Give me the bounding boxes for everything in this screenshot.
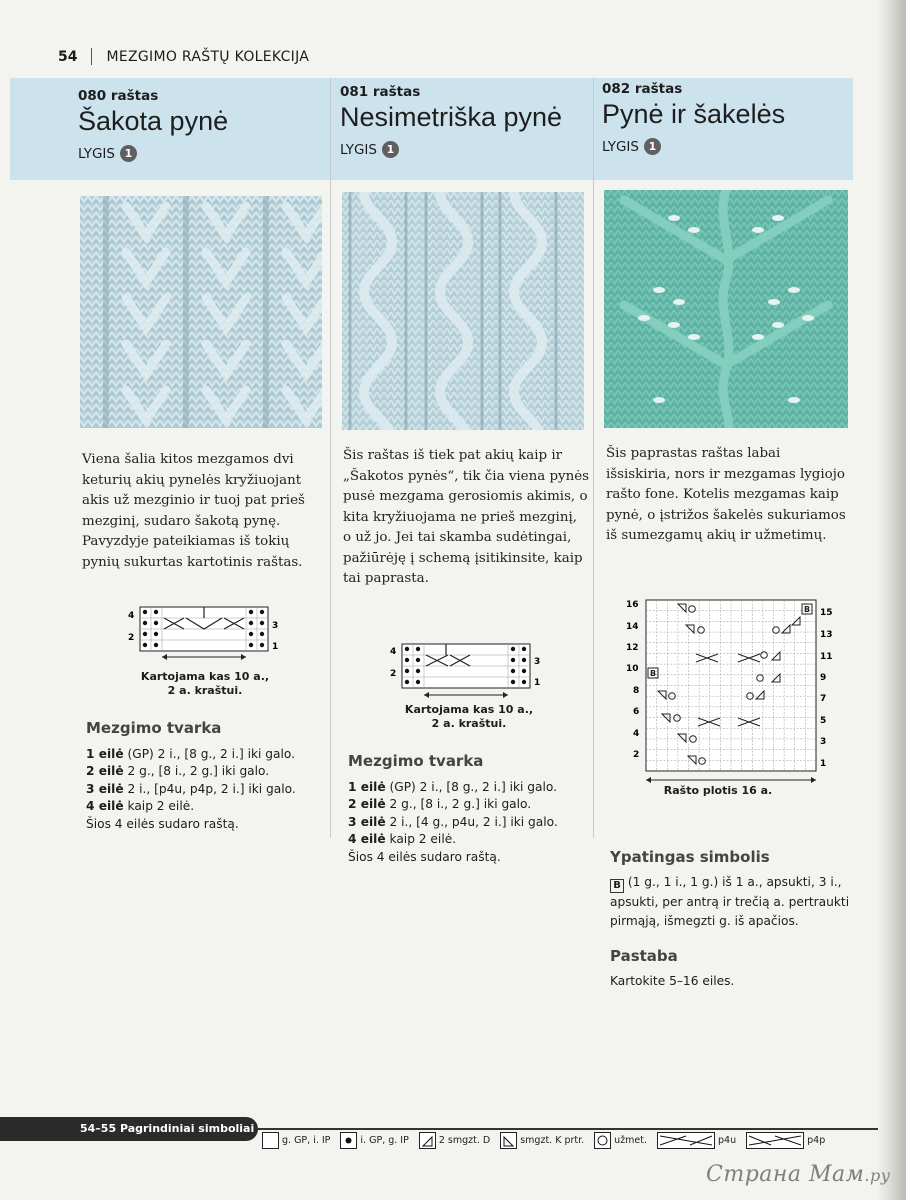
legend-item: užmet.: [594, 1132, 647, 1149]
chart-row-label: 2: [128, 633, 135, 643]
instruction-row: 3 eilė 2 i., [p4u, p4p, 2 i.] iki galo.: [86, 781, 296, 796]
level-badge: 1: [382, 141, 399, 158]
pattern-description: Šis raštas iš tiek pat akių kaip ir „Šakotos pynės“, tik čia viena pynės pusė mezgama gerosiomis akimis, o kita kryžiuojama ne prieš mezginį, o už jo. Jei tai skamba sudėtingai, pažiūrėję į schemą įsitikinsite, kaip tai paprasta.: [343, 448, 590, 586]
note-heading: Pastaba: [610, 947, 678, 965]
chart-row-label: 6: [633, 707, 640, 717]
left-decrease-icon: [500, 1132, 517, 1149]
legend-item: smgzt. K prtr.: [500, 1132, 584, 1149]
instruction-row: 3 eilė 2 i., [4 g., p4u, 2 i.] iki galo.: [348, 814, 558, 829]
legend-item: i. GP, g. IP: [340, 1132, 408, 1149]
swatch-photo-081-graphic: [342, 192, 584, 430]
level-badge: 1: [644, 138, 661, 155]
symbol-legend: [262, 1132, 835, 1149]
instruction-row: 1 eilė (GP) 2 i., [8 g., 2 i.] iki galo.: [348, 779, 557, 794]
cable-back-icon: [746, 1132, 804, 1149]
knitting-instructions-080: [86, 720, 316, 833]
pattern-description: Viena šalia kitos mezgamos dvi keturių akių pynelės kryžiuojant akis už mezginio ir tuoj pat prieš mezginį, sudaro šakotą pynę. Pavyzdyje pateikiamas iš tokių pynių sukurtas kartotinis raštas.: [82, 452, 305, 570]
chart-caption: Kartojama kas 10 a., 2 a. kraštui.: [140, 670, 270, 697]
yarn-over-icon: [594, 1132, 611, 1149]
instruction-note: Šios 4 eilės sudaro raštą.: [86, 816, 239, 831]
chart-row-label: 5: [820, 716, 827, 726]
chart-row-label: 1: [820, 759, 827, 769]
running-title: MEZGIMO RAŠTŲ KOLEKCIJA: [106, 48, 310, 65]
footer-tab: 54–55 Pagrindiniai simboliai: [0, 1117, 258, 1141]
level-label: LYGIS: [340, 141, 377, 158]
chart-row-label: 3: [272, 621, 279, 631]
chart-caption: Rašto plotis 16 a.: [663, 784, 773, 797]
chart-row-label: 1: [272, 642, 279, 652]
chart-caption: Kartojama kas 10 a., 2 a. kraštui.: [404, 703, 534, 730]
instruction-row: 2 eilė 2 g., [8 i., 2 g.] iki galo.: [86, 764, 270, 778]
instruction-row: 4 eilė kaip 2 eilė.: [348, 832, 457, 846]
pattern-title: Šakota pynė: [78, 106, 229, 136]
footer-rule: [258, 1128, 878, 1130]
chart-row-label: 4: [390, 647, 397, 657]
chart-row-label: 2: [390, 669, 397, 679]
chart-row-label: 11: [820, 652, 833, 662]
pattern-082-heading: [602, 81, 785, 155]
book-spine-shadow: [876, 0, 906, 1200]
cable-front-icon: [657, 1132, 715, 1149]
instructions-heading: Mezgimo tvarka: [348, 752, 484, 770]
pattern-title: Pynė ir šakelės: [602, 99, 786, 129]
instruction-note: Šios 4 eilės sudaro raštą.: [348, 849, 501, 864]
chart-symbol-label: B: [650, 669, 657, 678]
empty-square-icon: [262, 1132, 279, 1149]
legend-item: p4p: [746, 1132, 825, 1149]
chart-row-label: 8: [633, 686, 640, 696]
swatch-photo-080-graphic: [80, 196, 322, 428]
level-label: LYGIS: [602, 138, 639, 155]
pattern-title: Nesimetriška pynė: [340, 102, 563, 132]
legend-item: 2 smgzt. D: [419, 1132, 490, 1149]
instruction-row: 2 eilė 2 g., [8 i., 2 g.] iki galo.: [348, 797, 532, 811]
instructions-heading: Mezgimo tvarka: [86, 719, 222, 737]
bobble-symbol-icon: B: [610, 879, 624, 893]
difficulty-level: [340, 141, 562, 158]
pattern-number: 080 raštas: [78, 88, 159, 104]
column-divider: [593, 78, 594, 838]
instruction-row: 4 eilė kaip 2 eilė.: [86, 799, 195, 813]
column-divider: [330, 78, 331, 838]
pattern-081-heading: [340, 84, 562, 158]
chart-row-label: 1: [534, 678, 541, 688]
chart-row-label: 2: [633, 750, 640, 760]
chart-row-label: 3: [820, 737, 827, 747]
swatch-photo-081: [342, 192, 584, 430]
special-symbol-heading: Ypatingas simbolis: [610, 848, 770, 866]
pattern-080-heading: [78, 88, 228, 162]
chart-row-label: 14: [626, 622, 639, 632]
level-badge: 1: [120, 145, 137, 162]
chart-row-label: 12: [626, 643, 639, 653]
swatch-photo-082: [604, 190, 848, 428]
chart-row-label: 15: [820, 608, 833, 618]
pattern-description: Šis paprastas raštas labai išsiskiria, nors ir mezgamas lygiojo rašto fone. Kotelis mezgamas kaip pynė, o įstrižos šakelės sukuriamos iš sumezgamų akių ir užmetimų.: [606, 446, 846, 543]
pattern-number: 081 raštas: [340, 84, 421, 100]
swatch-photo-082-graphic: [604, 190, 848, 428]
page-number: 54: [58, 48, 78, 65]
chart-row-label: 4: [128, 611, 135, 621]
legend-item: g. GP, i. IP: [262, 1132, 330, 1149]
difficulty-level: [78, 145, 228, 162]
chart-row-label: 13: [820, 630, 833, 640]
knitting-instructions-081: [348, 753, 588, 866]
knitting-chart-082: [622, 596, 842, 800]
chart-row-label: 4: [633, 729, 640, 739]
instruction-row: 1 eilė (GP) 2 i., [8 g., 2 i.] iki galo.: [86, 746, 295, 761]
chart-row-label: 7: [820, 694, 827, 704]
chart-row-label: 16: [626, 600, 639, 610]
note-text: Kartokite 5–16 eiles.: [610, 974, 735, 988]
page-header: [58, 48, 309, 65]
right-decrease-icon: [419, 1132, 436, 1149]
dot-square-icon: [340, 1132, 357, 1149]
header-divider: [91, 48, 92, 65]
difficulty-level: [602, 138, 785, 155]
knitting-chart-080: [124, 602, 284, 660]
chart-symbol-label: B: [804, 605, 811, 614]
chart-row-label: 9: [820, 673, 827, 683]
legend-item: p4u: [657, 1132, 736, 1149]
swatch-photo-080: [80, 196, 322, 428]
chart-row-label: 3: [534, 657, 541, 667]
chart-row-label: 10: [626, 664, 639, 674]
special-symbol-text: B (1 g., 1 i., 1 g.) iš 1 a., apsukti, 3 i., apsukti, per antrą ir trečią a. pertraukti pirmąją, išmegzti g. iš apačios.: [610, 875, 850, 928]
special-symbol-section: [610, 848, 850, 991]
level-label: LYGIS: [78, 145, 115, 162]
knitting-chart-081: [386, 642, 546, 700]
watermark: Страна Мам.ру: [706, 1162, 891, 1187]
pattern-number: 082 raštas: [602, 81, 683, 97]
